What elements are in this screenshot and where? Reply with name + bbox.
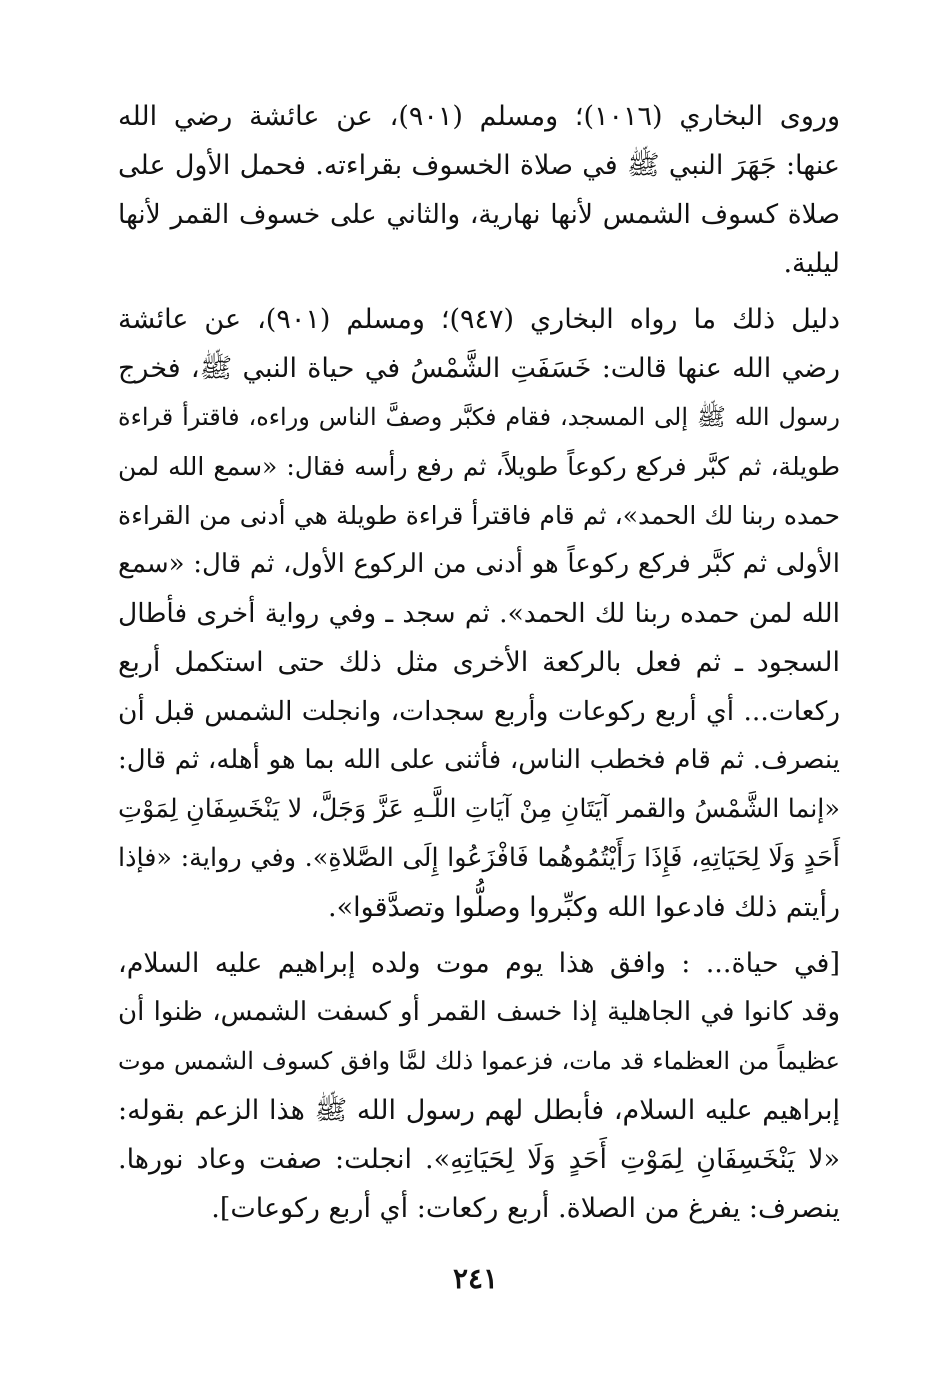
paragraph-evidence-hadith [118,295,840,932]
text-line: «لا يَنْخَسِفَانِ لِمَوْتِ أَحَدٍ وَلَا لِحَيَاتِهِ». انجلت: صفت وعاد نورها. [118,1144,840,1175]
text-line: أَحَدٍ وَلَا لِحَيَاتِهِ، فَإِذَا رَأَيْتُمُوهُما فَافْزَعُوا إِلَى الصَّلاةِ». وفي رواية: «فإذا [118,843,841,873]
text-line: ينصرف: يفرغ من الصلاة. أربع ركعات: أي أربع ركوعات]. [211,1193,840,1224]
paragraph-explanatory-notes [118,939,840,1233]
text-line: وقد كانوا في الجاهلية إذا خسف القمر أو كسفت الشمس، ظنوا أن [118,997,840,1027]
text-line: حمده ربنا لك الحمد»، ثم قام فاقترأ قراءة طويلة هي أدنى من القراءة [118,501,840,530]
text-line: رأيتم ذلك فادعوا الله وكبِّروا وصلُّوا وتصدَّقوا». [328,892,840,923]
text-line: عظيماً من العظماء قد مات، فزعموا ذلك لمَّا وافق كسوف الشمس موت [118,1047,840,1075]
text-line: [في حياة... : وافق هذا يوم موت ولده إبراهيم عليه السلام، [118,948,840,979]
text-line: الأولى ثم كبَّر فركع ركوعاً هو أدنى من الركوع الأول، ثم قال: «سمع [118,549,840,579]
text-line: صلاة كسوف الشمس لأنها نهارية، والثاني على خسوف القمر لأنها [118,199,840,230]
page-number: ٢٤١ [452,1262,499,1295]
paragraph-bukhari-muslim-intro [118,92,840,288]
text-line: رسول الله ﷺ إلى المسجد، فقام فكبَّر وصفَّ الناس وراءه، فاقترأ قراءة [118,403,840,431]
text-line: ليلية. [783,248,840,279]
text-line: «إنما الشَّمْسُ والقمر آيَتَانِ مِنْ آيَاتِ اللَّـهِ عَزَّ وَجَلَّ، لا يَنْخَسِفَانِ لِمَوْتِ [118,794,840,824]
text-line: الله لمن حمده ربنا لك الحمد». ثم سجد ـ وفي رواية أخرى فأطال [118,598,840,629]
text-line: إبراهيم عليه السلام، فأبطل لهم رسول الله ﷺ هذا الزعم بقوله: [118,1095,840,1126]
text-line: ينصرف. ثم قام فخطب الناس، فأثنى على الله بما هو أهله، ثم قال: [118,745,840,775]
text-line: رضي الله عنها قالت: خَسَفَتِ الشَّمْسُ في حياة النبي ﷺ، فخرج [118,353,840,384]
text-line: وروى البخاري (١٠١٦)؛ ومسلم (٩٠١)، عن عائشة رضي الله [118,101,841,132]
text-line: السجود ـ ثم فعل بالركعة الأخرى مثل ذلك حتى استكمل أربع [118,647,840,678]
page-body [118,92,840,1233]
text-line: طويلة، ثم كبَّر فركع ركوعاً طويلاً، ثم رفع رأسه فقال: «سمع الله لمن [118,452,840,481]
text-line: دليل ذلك ما رواه البخاري (٩٤٧)؛ ومسلم (٩٠١)، عن عائشة [118,304,840,335]
text-line: عنها: جَهَرَ النبي ﷺ في صلاة الخسوف بقراءته. فحمل الأول على [118,150,840,181]
text-line: ركعات... أي أربع ركوعات وأربع سجدات، وانجلت الشمس قبل أن [118,696,840,727]
